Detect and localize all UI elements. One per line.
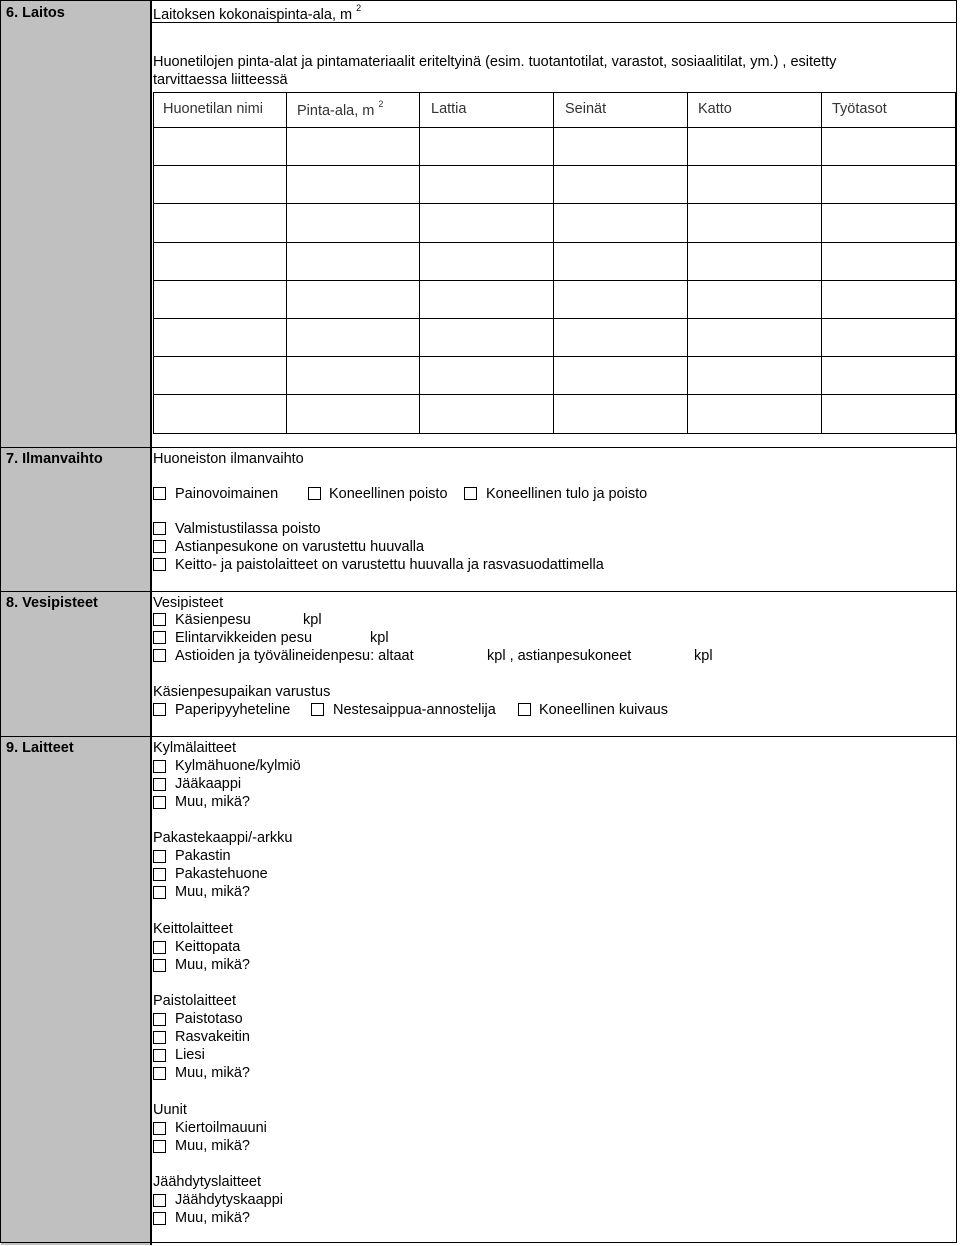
table-cell[interactable] — [821, 203, 956, 242]
ventilation-heading: Huoneiston ilmanvaihto — [153, 451, 304, 467]
mechanical-exhaust-label: Koneellinen poisto — [329, 486, 448, 502]
table-cell[interactable] — [553, 394, 688, 433]
table-cell[interactable] — [553, 242, 688, 281]
section-9-label: 9. Laitteet — [6, 740, 74, 756]
col-floor: Lattia — [431, 101, 467, 117]
paper-towel-label: Paperipyyheteline — [175, 702, 291, 718]
room-intro-line1: Huonetilojen pinta-alat ja pintamateriaalit eriteltyinä (esim. tuotantotilat, varastot, sosiaalitilat, ym.) , esitetty — [153, 54, 837, 70]
table-cell[interactable] — [821, 242, 956, 281]
equipment-label: Rasvakeitin — [175, 1029, 250, 1045]
equipment-label: Pakastehuone — [175, 866, 268, 882]
table-cell[interactable] — [687, 394, 822, 433]
table-cell[interactable] — [553, 318, 688, 357]
section-7-label: 7. Ilmanvaihto — [6, 451, 103, 467]
water-points-heading: Vesipisteet — [153, 595, 224, 611]
equipment-label: Jääkaappi — [175, 776, 242, 792]
equipment-checkbox[interactable] — [153, 959, 166, 972]
food-wash-checkbox[interactable] — [153, 631, 166, 644]
dishwasher-hood-label: Astianpesukone on varustettu huuvalla — [175, 539, 425, 555]
equipment-checkbox[interactable] — [153, 1122, 166, 1135]
table-cell[interactable] — [153, 165, 287, 204]
equipment-group-heading: Pakastekaappi/-arkku — [153, 830, 293, 846]
equipment-checkbox[interactable] — [153, 941, 166, 954]
table-cell[interactable] — [286, 356, 420, 395]
table-cell[interactable] — [821, 127, 956, 166]
col-ceiling: Katto — [698, 101, 732, 117]
divider — [151, 22, 956, 23]
dish-wash-unit-a: kpl , astianpesukoneet — [487, 648, 632, 664]
table-cell[interactable] — [553, 356, 688, 395]
hand-dryer-label: Koneellinen kuivaus — [539, 702, 668, 718]
table-cell[interactable] — [821, 318, 956, 357]
equipment-checkbox[interactable] — [153, 1194, 166, 1207]
table-cell[interactable] — [153, 356, 287, 395]
gravity-ventilation-label: Painovoimainen — [175, 486, 279, 502]
equipment-label: Muu, mikä? — [175, 957, 250, 973]
production-exhaust-checkbox[interactable] — [153, 522, 166, 535]
equipment-checkbox[interactable] — [153, 796, 166, 809]
soap-dispenser-label: Nestesaippua-annostelija — [333, 702, 496, 718]
table-cell[interactable] — [419, 394, 554, 433]
table-cell[interactable] — [687, 356, 822, 395]
table-cell[interactable] — [553, 165, 688, 204]
table-cell[interactable] — [687, 165, 822, 204]
table-cell[interactable] — [419, 165, 554, 204]
equipment-checkbox[interactable] — [153, 850, 166, 863]
table-cell[interactable] — [687, 242, 822, 281]
col-room-name: Huonetilan nimi — [163, 101, 263, 117]
table-cell[interactable] — [286, 165, 420, 204]
mechanical-supply-exhaust-checkbox[interactable] — [464, 487, 477, 500]
equipment-label: Pakastin — [175, 848, 231, 864]
equipment-checkbox[interactable] — [153, 1049, 166, 1062]
table-cell[interactable] — [821, 394, 956, 433]
dishwasher-hood-checkbox[interactable] — [153, 540, 166, 553]
room-intro-line2: tarvittaessa liitteessä — [153, 72, 288, 88]
table-cell[interactable] — [153, 127, 287, 166]
table-cell[interactable] — [553, 127, 688, 166]
equipment-group-heading: Kylmälaitteet — [153, 740, 237, 756]
table-cell[interactable] — [286, 242, 420, 281]
mechanical-exhaust-checkbox[interactable] — [308, 487, 321, 500]
equipment-label: Muu, mikä? — [175, 1138, 250, 1154]
handwash-unit: kpl — [303, 612, 322, 628]
table-cell[interactable] — [286, 318, 420, 357]
table-cell[interactable] — [286, 203, 420, 242]
table-cell[interactable] — [821, 165, 956, 204]
dish-wash-checkbox[interactable] — [153, 649, 166, 662]
dish-wash-unit-b: kpl — [694, 648, 713, 664]
table-cell[interactable] — [153, 242, 287, 281]
table-cell[interactable] — [419, 356, 554, 395]
table-cell[interactable] — [419, 203, 554, 242]
food-wash-unit: kpl — [370, 630, 389, 646]
equipment-label: Liesi — [175, 1047, 205, 1063]
equipment-checkbox[interactable] — [153, 760, 166, 773]
equipment-checkbox[interactable] — [153, 1067, 166, 1080]
table-cell[interactable] — [687, 127, 822, 166]
col-walls: Seinät — [565, 101, 607, 117]
handwash-label: Käsienpesu — [175, 612, 251, 628]
table-cell[interactable] — [553, 280, 688, 319]
equipment-label: Muu, mikä? — [175, 794, 250, 810]
soap-dispenser-checkbox[interactable] — [311, 703, 324, 716]
equipment-label: Keittopata — [175, 939, 241, 955]
cooking-hood-checkbox[interactable] — [153, 558, 166, 571]
table-cell[interactable] — [687, 203, 822, 242]
section-8-label: 8. Vesipisteet — [6, 595, 98, 611]
table-cell[interactable] — [553, 203, 688, 242]
hand-dryer-checkbox[interactable] — [518, 703, 531, 716]
col-worktops: Työtasot — [832, 101, 887, 117]
equipment-checkbox[interactable] — [153, 1140, 166, 1153]
production-exhaust-label: Valmistustilassa poisto — [175, 521, 321, 537]
table-cell[interactable] — [286, 127, 420, 166]
paper-towel-checkbox[interactable] — [153, 703, 166, 716]
table-cell[interactable] — [821, 356, 956, 395]
total-area-label: Laitoksen kokonaispinta-ala, m $^2$ — [153, 3, 362, 23]
table-cell[interactable] — [419, 318, 554, 357]
section-6-label: 6. Laitos — [6, 5, 65, 21]
equipment-checkbox[interactable] — [153, 778, 166, 791]
equipment-label: Muu, mikä? — [175, 1065, 250, 1081]
equipment-label: Kylmähuone/kylmiö — [175, 758, 301, 774]
handwash-equipment-heading: Käsienpesupaikan varustus — [153, 684, 331, 700]
equipment-group-heading: Jäähdytyslaitteet — [153, 1174, 262, 1190]
table-cell[interactable] — [419, 127, 554, 166]
section-divider — [0, 591, 957, 592]
table-cell[interactable] — [153, 318, 287, 357]
table-cell[interactable] — [419, 242, 554, 281]
table-cell[interactable] — [286, 280, 420, 319]
equipment-checkbox[interactable] — [153, 1031, 166, 1044]
equipment-label: Paistotaso — [175, 1011, 243, 1027]
table-cell[interactable] — [821, 280, 956, 319]
equipment-group-heading: Paistolaitteet — [153, 993, 237, 1009]
equipment-label: Kiertoilmauuni — [175, 1120, 267, 1136]
food-wash-label: Elintarvikkeiden pesu — [175, 630, 313, 646]
table-cell[interactable] — [286, 394, 420, 433]
equipment-checkbox[interactable] — [153, 1013, 166, 1026]
handwash-checkbox[interactable] — [153, 613, 166, 626]
equipment-checkbox[interactable] — [153, 886, 166, 899]
dish-wash-label: Astioiden ja työvälineidenpesu: altaat — [175, 648, 414, 664]
equipment-checkbox[interactable] — [153, 868, 166, 881]
table-cell[interactable] — [687, 318, 822, 357]
col-area: Pinta-ala, m $^2$ — [297, 99, 384, 119]
section-divider — [0, 736, 957, 737]
equipment-label: Jäähdytyskaappi — [175, 1192, 284, 1208]
section-divider — [0, 447, 957, 448]
equipment-group-heading: Uunit — [153, 1102, 187, 1118]
equipment-group-heading: Keittolaitteet — [153, 921, 233, 937]
table-cell[interactable] — [419, 280, 554, 319]
table-cell[interactable] — [153, 280, 287, 319]
table-cell[interactable] — [153, 203, 287, 242]
table-cell[interactable] — [153, 394, 287, 433]
cooking-hood-label: Keitto- ja paistolaitteet on varustettu huuvalla ja rasvasuodattimella — [175, 557, 604, 573]
table-cell[interactable] — [687, 280, 822, 319]
mechanical-supply-exhaust-label: Koneellinen tulo ja poisto — [486, 486, 648, 502]
equipment-label: Muu, mikä? — [175, 884, 250, 900]
gravity-ventilation-checkbox[interactable] — [153, 487, 166, 500]
equipment-label: Muu, mikä? — [175, 1210, 250, 1226]
equipment-checkbox[interactable] — [153, 1212, 166, 1225]
